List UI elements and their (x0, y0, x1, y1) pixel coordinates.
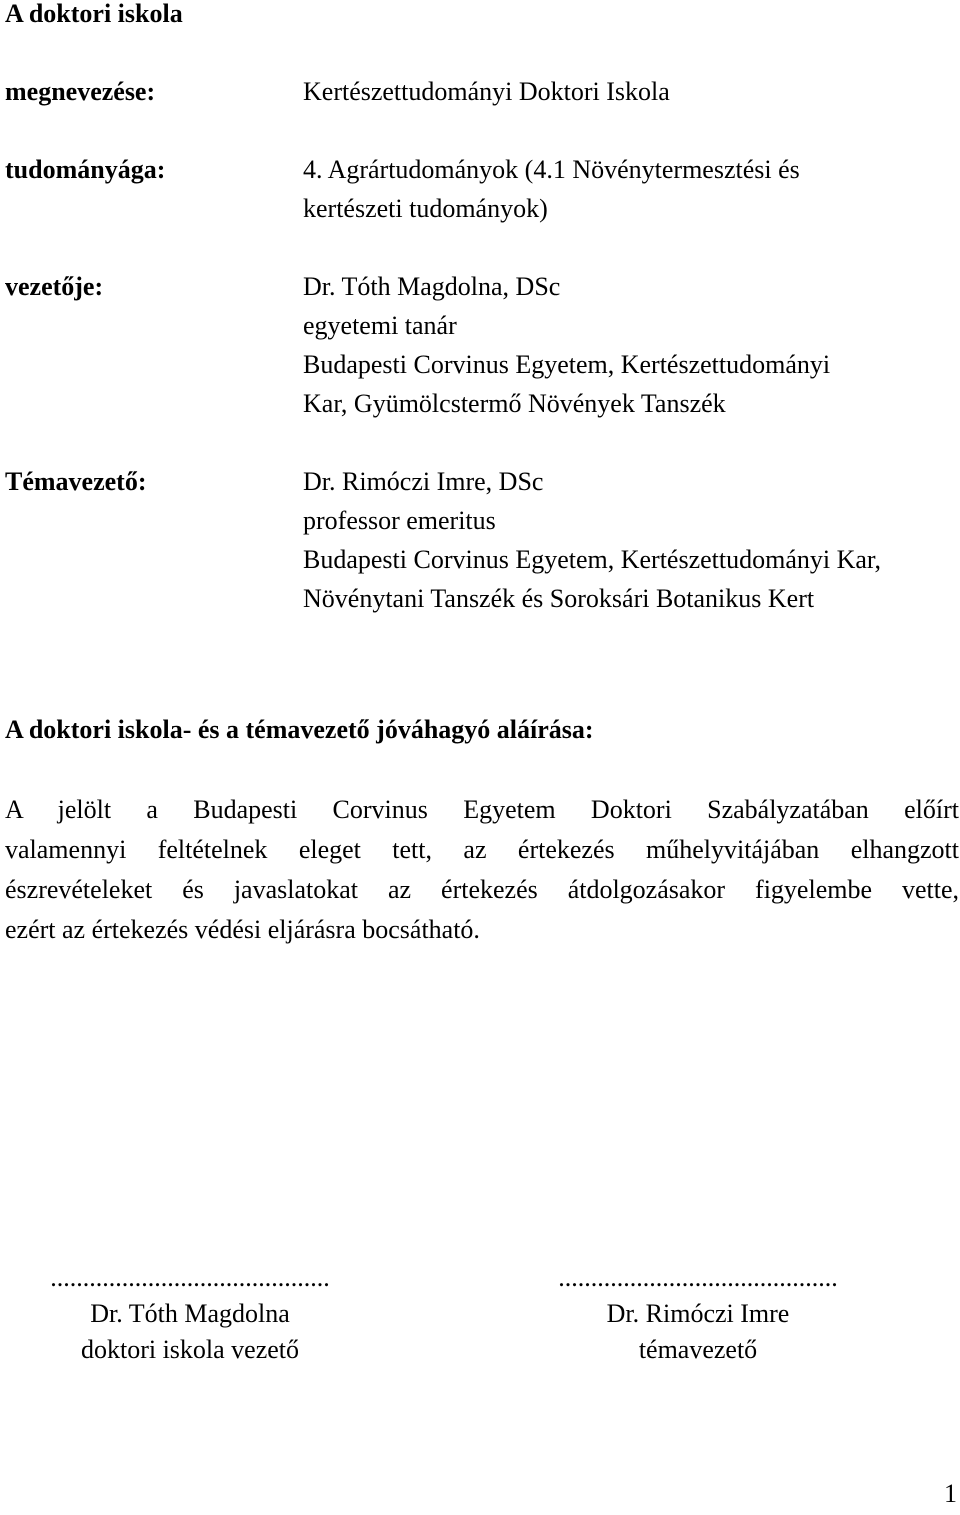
signature-name: Dr. Tóth Magdolna (90, 1299, 290, 1328)
signature-block-head (20, 1260, 360, 1368)
field-value-head-line-1: Dr. Tóth Magdolna, DSc (303, 272, 561, 301)
field-value-discipline-line-2: kertészeti tudományok) (303, 194, 548, 223)
signature-name: Dr. Rimóczi Imre (606, 1299, 790, 1328)
field-value-head-line-4: Kar, Gyümölcstermő Növények Tanszék (303, 389, 726, 418)
page-number: 1 (944, 1479, 957, 1508)
field-label-discipline: tudományága: (5, 155, 166, 184)
field-label-head: vezetője: (5, 272, 104, 301)
field-value-supervisor-line-1: Dr. Rimóczi Imre, DSc (303, 467, 544, 496)
field-value-supervisor-line-4: Növénytani Tanszék és Soroksári Botanikus Kert (303, 584, 815, 613)
approval-paragraph (5, 790, 959, 950)
document-title: A doktori iskola (5, 0, 183, 28)
field-value-discipline-line-1: 4. Agrártudományok (4.1 Növénytermesztési és (303, 155, 800, 184)
approval-heading: A doktori iskola- és a témavezető jóváhagyó aláírása: (5, 715, 594, 744)
field-value-head-line-3: Budapesti Corvinus Egyetem, Kertészettudományi (303, 350, 831, 379)
signature-line: ........................................... (558, 1263, 838, 1292)
signature-role: doktori iskola vezető (80, 1335, 300, 1364)
field-value-head-line-2: egyetemi tanár (303, 311, 457, 340)
signature-role: témavezető (638, 1335, 758, 1364)
approval-paragraph-line: A jelölt a Budapesti Corvinus Egyetem Doktori Szabályzatában előírt (5, 795, 959, 824)
approval-paragraph-line: észrevételeket és javaslatokat az értekezés átdolgozásakor figyelembe vette, (5, 875, 959, 904)
approval-paragraph-line: ezért az értekezés védési eljárásra bocsátható. (5, 915, 480, 944)
field-value-supervisor-line-2: professor emeritus (303, 506, 496, 535)
field-value-name: Kertészettudományi Doktori Iskola (303, 77, 670, 106)
field-value-supervisor-line-3: Budapesti Corvinus Egyetem, Kertészettudományi Kar, (303, 545, 882, 574)
field-label-supervisor: Témavezető: (5, 467, 147, 496)
signature-line: ........................................... (50, 1263, 330, 1292)
field-label-name: megnevezése: (5, 77, 156, 106)
approval-paragraph-line: valamennyi feltételnek eleget tett, az értekezés műhelyvitájában elhangzott (5, 835, 959, 864)
signature-block-supervisor (528, 1260, 868, 1368)
